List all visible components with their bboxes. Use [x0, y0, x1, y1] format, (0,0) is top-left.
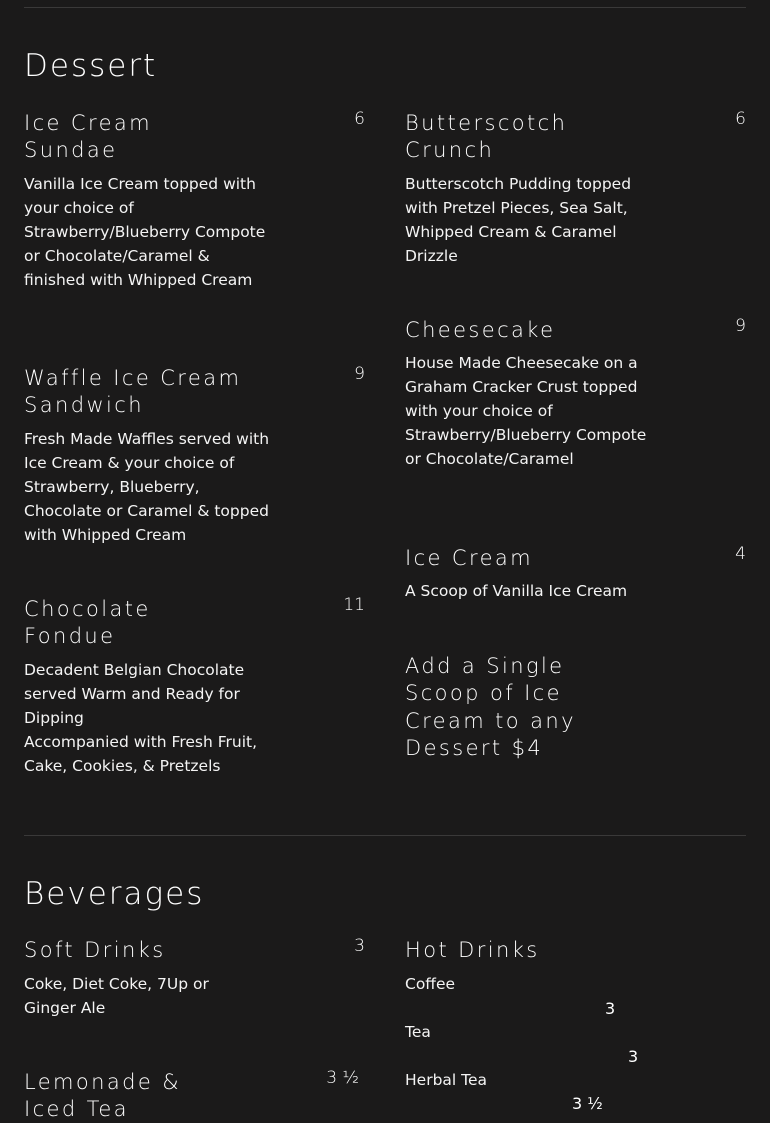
- section-title-dessert: Dessert: [24, 48, 158, 84]
- item-price-chocolate-fondue: 11: [343, 595, 365, 615]
- item-desc-soft-drinks: Coke, Diet Coke, 7Up or Ginger Ale: [24, 975, 209, 1017]
- item-name-chocolate-fondue: Chocolate Fondue: [24, 597, 151, 648]
- item-name-butterscotch-crunch: Butterscotch Crunch: [405, 111, 568, 162]
- dessert-add-scoop-note: Add a Single Scoop of Ice Cream to any Dessert $4: [405, 654, 576, 760]
- item-name-ice-cream: Ice Cream: [405, 546, 534, 570]
- item-name-cheesecake: Cheesecake: [405, 318, 556, 342]
- hot-drink-herbal-tea-label: Herbal Tea: [405, 1071, 488, 1089]
- section-divider: [24, 835, 746, 836]
- item-price-butterscotch-crunch: 6: [735, 109, 746, 129]
- item-desc-waffle-ice-cream-sandwich: Fresh Made Waffles served with Ice Cream & your choice of Strawberry, Blueberry, Chocolate or Caramel & topped with Whipped Cream: [24, 430, 270, 544]
- item-desc-chocolate-fondue: Decadent Belgian Chocolate served Warm and Ready for Dipping: [24, 661, 245, 727]
- item-name-soft-drinks: Soft Drinks: [24, 938, 166, 962]
- item-price-ice-cream: 4: [735, 544, 746, 564]
- item-desc-butterscotch-crunch: Butterscotch Pudding topped with Pretzel Pieces, Sea Salt, Whipped Cream & Caramel Drizzle: [405, 175, 632, 265]
- hot-drink-tea-label: Tea: [405, 1023, 431, 1041]
- item-name-hot-drinks: Hot Drinks: [405, 938, 540, 962]
- item-desc-ice-cream-sundae: Vanilla Ice Cream topped with your choice of Strawberry/Blueberry Compote or Chocolate/Caramel & finished with Whipped Cream: [24, 175, 266, 289]
- item-price-soft-drinks: 3: [354, 936, 365, 956]
- item-name-ice-cream-sundae: Ice Cream Sundae: [24, 111, 153, 162]
- section-title-beverages: Beverages: [24, 876, 205, 912]
- item-desc-chocolate-fondue-accompaniments: Accompanied with Fresh Fruit, Cake, Cookies, & Pretzels: [24, 733, 258, 775]
- item-name-waffle-ice-cream-sandwich: Waffle Ice Cream Sandwich: [24, 366, 242, 417]
- hot-drink-herbal-tea-price: 3 ½: [572, 1094, 603, 1113]
- item-price-ice-cream-sundae: 6: [354, 109, 365, 129]
- item-desc-ice-cream: A Scoop of Vanilla Ice Cream: [405, 582, 628, 600]
- item-desc-cheesecake: House Made Cheesecake on a Graham Cracker Crust topped with your choice of Strawberry/Blueberry Compote or Chocolate/Caramel: [405, 354, 647, 468]
- item-price-waffle-ice-cream-sandwich: 9: [354, 364, 365, 384]
- top-divider: [24, 7, 746, 8]
- item-price-lemonade-iced-tea: 3 ½: [326, 1068, 359, 1088]
- hot-drink-tea-price: 3: [628, 1047, 639, 1066]
- item-name-lemonade-iced-tea: Lemonade & Iced Tea: [24, 1070, 182, 1121]
- hot-drink-coffee-label: Coffee: [405, 975, 456, 993]
- item-price-cheesecake: 9: [735, 316, 746, 336]
- hot-drink-coffee-price: 3: [605, 999, 616, 1018]
